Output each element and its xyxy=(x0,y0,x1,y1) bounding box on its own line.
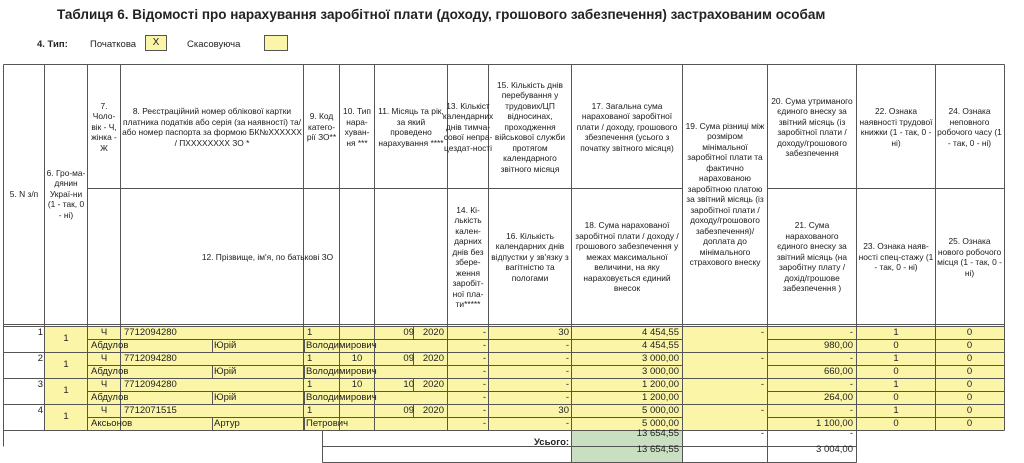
header-c20: 20. Сума утриманого єдиного внеску за звітний місяць (із заробітної плати / доходу/грошового забезпечення xyxy=(771,95,853,158)
row-c16: - xyxy=(565,418,569,429)
header-c21: 21. Сума нарахованого єдиного внеску за звітний місяць (на заробітну плату / дохід/грошове забезпечення ) xyxy=(776,220,848,294)
row-c14: - xyxy=(482,392,486,403)
row-first-name: Артур xyxy=(214,418,240,429)
row-c23: 0 xyxy=(893,392,899,403)
total-c19: - xyxy=(760,428,764,439)
total-c17: 13 654,55 xyxy=(636,428,679,439)
row-c17: 4 454,55 xyxy=(642,327,679,338)
row-c18: 4 454,55 xyxy=(642,340,679,351)
row-citizen: 1 xyxy=(63,359,69,370)
header-c23: 23. Ознака наяв-ності спец-стажу (1 - так, 0 - ні) xyxy=(858,241,934,273)
row-c18: 3 000,00 xyxy=(642,366,679,377)
header-c17: 17. Загальна сума нарахованої заробітної плати / доходу, грошового збезпечення (усього з початку звітного місяця) xyxy=(576,100,678,153)
row-accrual-type: 10 xyxy=(351,379,363,390)
row-citizen: 1 xyxy=(63,411,69,422)
row-c13: - xyxy=(482,379,486,390)
row-c21: 660,00 xyxy=(823,366,853,377)
row-tin: 7712094280 xyxy=(124,327,177,338)
row-c25: 0 xyxy=(966,366,973,377)
row-last-name: Абдулов xyxy=(91,392,129,403)
row-c22: 1 xyxy=(893,379,899,390)
row-c13: - xyxy=(482,327,486,338)
row-first-name: Юрій xyxy=(214,340,237,351)
header-c15: 15. Кількість днів перебування у трудових/ЦП відносинах, проходження військової служби протягом календарного звітного місяця xyxy=(494,79,566,174)
row-c16: - xyxy=(565,340,569,351)
row-middle-name: Володимирович xyxy=(306,340,377,351)
header-c22: 22. Ознака наявності трудової книжки (1 - так, 0 - ні) xyxy=(859,106,933,148)
row-citizen: 1 xyxy=(63,333,69,344)
header-c24: 24. Ознака неповного робочого часу (1 - так, 0 - ні) xyxy=(937,106,1002,148)
row-c24: 0 xyxy=(966,353,973,364)
row-c19: - xyxy=(760,379,764,390)
row-last-name: Абдулов xyxy=(91,340,129,351)
row-c23: 0 xyxy=(893,340,899,351)
row-c13: - xyxy=(482,353,486,364)
row-month: 10 xyxy=(403,379,414,390)
row-number: 1 xyxy=(37,327,43,338)
row-c15: 30 xyxy=(558,327,569,338)
header-c7: 7. Чоло-вік - Ч, жінка - Ж xyxy=(91,100,117,153)
row-last-name: Абдулов xyxy=(91,366,129,377)
row-category: 1 xyxy=(307,327,313,338)
row-year: 2020 xyxy=(422,379,444,390)
row-sex: Ч xyxy=(100,405,108,416)
header-c16: 16. Кількість календарних днів відпустки у зв'язку з вагітністю та пологами xyxy=(491,230,569,283)
header-c9: 9. Код катего-рії ЗО** xyxy=(306,111,337,143)
row-c25: 0 xyxy=(966,392,973,403)
header-c5: 5. N з/п xyxy=(9,188,39,199)
row-category: 1 xyxy=(307,379,313,390)
row-c14: - xyxy=(482,340,486,351)
row-c23: 0 xyxy=(893,366,899,377)
row-c17: 1 200,00 xyxy=(642,379,679,390)
row-c24: 0 xyxy=(966,379,973,390)
row-category: 1 xyxy=(307,405,313,416)
row-c21: 264,00 xyxy=(823,392,853,403)
header-c25: 25. Ознака нового робочого місця (1 - так, 0 - ні) xyxy=(937,236,1002,278)
row-c20: - xyxy=(849,327,853,338)
total-c20: - xyxy=(849,428,853,439)
row-month: 09 xyxy=(403,405,414,416)
row-first-name: Юрій xyxy=(214,392,237,403)
row-c16: - xyxy=(565,392,569,403)
row-c25: 0 xyxy=(966,340,973,351)
header-c13: 13. Кількіст календарних днів тимча-сової непра-цездат-ності xyxy=(442,100,494,153)
row-month: 09 xyxy=(403,353,414,364)
row-c21: 1 100,00 xyxy=(816,418,853,429)
row-c23: 0 xyxy=(893,418,899,429)
row-sex: Ч xyxy=(100,379,108,390)
header-c12: 12. Прізвище, ім'я, по батькові ЗО xyxy=(201,251,334,262)
row-citizen: 1 xyxy=(63,385,69,396)
row-middle-name: Володимирович xyxy=(306,392,377,403)
row-c19: - xyxy=(760,327,764,338)
total-c18: 13 654,55 xyxy=(636,444,679,455)
type-initial-checkbox[interactable]: X xyxy=(145,35,167,51)
row-tin: 7712094280 xyxy=(124,353,177,364)
row-number: 2 xyxy=(37,353,43,364)
row-c22: 1 xyxy=(893,327,899,338)
row-c14: - xyxy=(482,366,486,377)
row-first-name: Юрій xyxy=(214,366,237,377)
header-c6: 6. Гро-ма-дянин Украї-ни (1 - так, 0 - ні) xyxy=(46,167,86,220)
row-last-name: Аксьонов xyxy=(91,418,133,429)
row-c20: - xyxy=(849,353,853,364)
row-sex: Ч xyxy=(100,327,108,338)
row-c13: - xyxy=(482,405,486,416)
row-c15: - xyxy=(565,379,569,390)
header-c18: 18. Сума нарахованої заробітної плати / доходу /грошового забезпечення у межах максимальної величини, на яку нараховується єдиний внесок xyxy=(575,220,679,294)
row-c15: - xyxy=(565,353,569,364)
row-c19: - xyxy=(760,405,764,416)
row-year: 2020 xyxy=(422,405,444,416)
row-c17: 3 000,00 xyxy=(642,353,679,364)
row-number: 4 xyxy=(37,405,43,416)
row-c21: 980,00 xyxy=(823,340,853,351)
page-title: Таблиця 6. Відомості про нарахування заробітної плати (доходу, грошового забезпечення) застрахованим особам xyxy=(57,7,826,22)
row-middle-name: Володимирович xyxy=(306,366,377,377)
header-c19: 19. Сума різниці між розміром мінімальної заробітної плати та фактично нарахованою заробітною платою за звітний місяць (із заробітної плати / доходу/грошового забезпечення)/ доплата до мінімального страхового внеску xyxy=(685,120,765,267)
row-c15: 30 xyxy=(558,405,569,416)
row-c20: - xyxy=(849,379,853,390)
row-c20: - xyxy=(849,405,853,416)
row-category: 1 xyxy=(307,353,313,364)
header-c11: 11. Місяць та рік, за який проведено нарахування **** xyxy=(378,106,444,148)
row-middle-name: Петрович xyxy=(306,418,349,429)
row-year: 2020 xyxy=(422,327,444,338)
row-c18: 1 200,00 xyxy=(642,392,679,403)
total-c21: 3 004,00 xyxy=(816,444,853,455)
row-c24: 0 xyxy=(966,327,973,338)
row-c17: 5 000,00 xyxy=(642,405,679,416)
row-c25: 0 xyxy=(966,418,973,429)
header-c8: 8. Реєстраційний номер облікової картки платника податків або серія (за наявності) та/або номер паспорта за формою БК№ХХХХХХ / ПХХХХХХХХ ЗО * xyxy=(122,106,302,148)
row-year: 2020 xyxy=(422,353,444,364)
total-label: Усього: xyxy=(534,437,570,448)
row-tin: 7712094280 xyxy=(124,379,177,390)
row-c22: 1 xyxy=(893,405,899,416)
type-cancel-label: Скасовуюча xyxy=(187,39,241,50)
type-label: 4. Тип: xyxy=(37,39,68,50)
row-c19: - xyxy=(760,353,764,364)
row-tin: 7712071515 xyxy=(124,405,177,416)
row-accrual-type: 10 xyxy=(351,353,363,364)
type-initial-label: Початкова xyxy=(90,39,137,50)
row-c24: 0 xyxy=(966,405,973,416)
header-c14: 14. Кі-лькість кален-дарних днів без збере-ження заробіт-ної пла-ти***** xyxy=(452,204,484,309)
row-c22: 1 xyxy=(893,353,899,364)
row-c18: 5 000,00 xyxy=(642,418,679,429)
row-month: 09 xyxy=(403,327,414,338)
row-c16: - xyxy=(565,366,569,377)
row-number: 3 xyxy=(37,379,43,390)
header-c10: 10. Тип нара-хуван-ня *** xyxy=(343,106,371,148)
row-sex: Ч xyxy=(100,353,108,364)
row-c14: - xyxy=(482,418,486,429)
